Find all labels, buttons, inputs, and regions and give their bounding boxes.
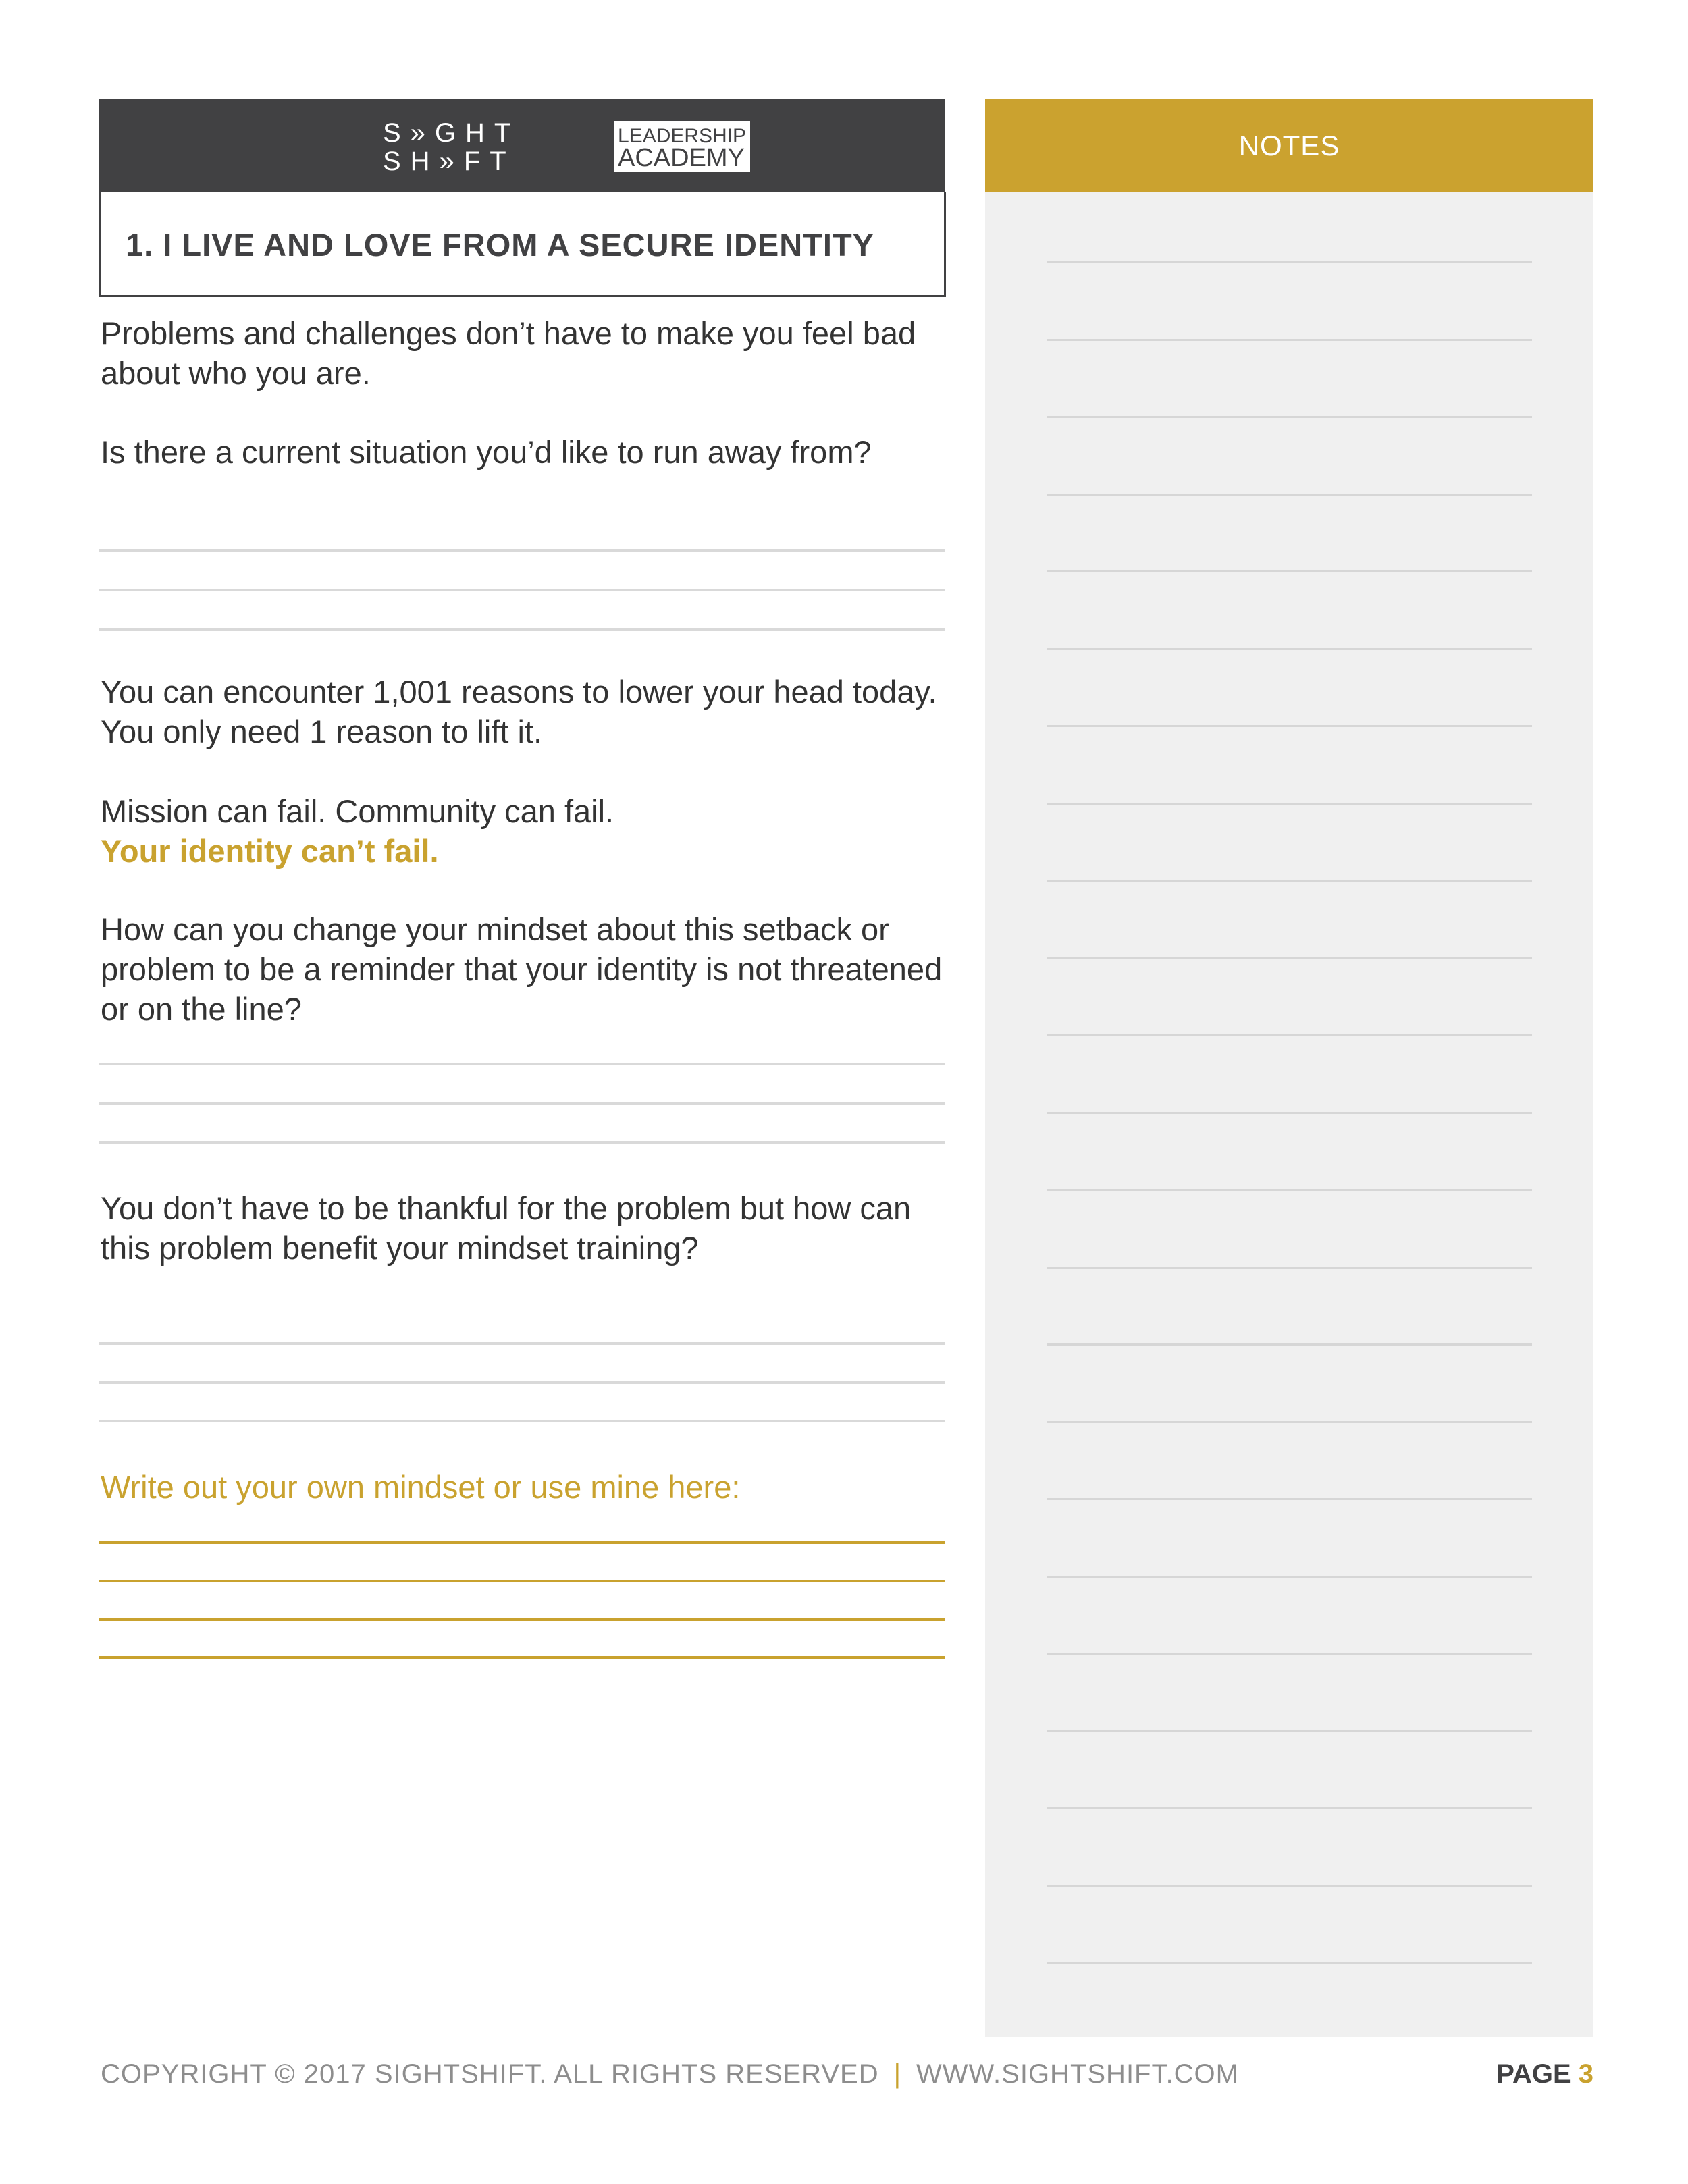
answer-line[interactable] xyxy=(99,589,945,591)
page-number: 3 xyxy=(1578,2059,1593,2089)
reasons-paragraph: You can encounter 1,001 reasons to lower your head today. You only need 1 reason to lift it. xyxy=(101,674,937,749)
identity-highlight: Your identity can’t fail. xyxy=(101,833,439,869)
mindset-line[interactable] xyxy=(99,1580,945,1582)
notes-line[interactable] xyxy=(1047,1189,1532,1191)
question-3: You don’t have to be thankful for the problem but how can this problem benefit your mindset training? xyxy=(101,1190,912,1266)
notes-line[interactable] xyxy=(1047,725,1532,727)
notes-line[interactable] xyxy=(1047,1653,1532,1655)
mindset-line[interactable] xyxy=(99,1541,945,1544)
footer-separator: | xyxy=(893,2059,901,2089)
header-bar xyxy=(99,99,945,192)
answer-line[interactable] xyxy=(99,628,945,631)
notes-line[interactable] xyxy=(1047,1885,1532,1887)
notes-line[interactable] xyxy=(1047,1267,1532,1269)
notes-line[interactable] xyxy=(1047,648,1532,650)
answer-line[interactable] xyxy=(99,549,945,552)
notes-line[interactable] xyxy=(1047,494,1532,496)
copyright-text: COPYRIGHT © 2017 SIGHTSHIFT. ALL RIGHTS RESERVED xyxy=(101,2059,879,2089)
logo-box-line-1: LEADERSHIP xyxy=(618,125,747,147)
notes-line[interactable] xyxy=(1047,1421,1532,1423)
page-label: PAGE xyxy=(1496,2059,1571,2089)
answer-line[interactable] xyxy=(99,1063,945,1065)
notes-header: NOTES xyxy=(985,99,1593,192)
logo-line-2: SH»FT xyxy=(383,147,516,176)
mindset-line[interactable] xyxy=(99,1656,945,1659)
answer-line[interactable] xyxy=(99,1102,945,1105)
notes-line[interactable] xyxy=(1047,1807,1532,1809)
notes-panel xyxy=(985,99,1593,2037)
notes-line[interactable] xyxy=(1047,339,1532,341)
mindset-prompt: Write out your own mindset or use mine here: xyxy=(101,1469,741,1505)
website-link[interactable]: WWW.SIGHTSHIFT.COM xyxy=(916,2059,1239,2089)
answer-line[interactable] xyxy=(99,1141,945,1144)
notes-line[interactable] xyxy=(1047,1730,1532,1732)
section-title: 1. I LIVE AND LOVE FROM A SECURE IDENTITY xyxy=(126,227,875,263)
notes-line[interactable] xyxy=(1047,1498,1532,1500)
logo-box-line-2: ACADEMY xyxy=(618,144,745,172)
notes-line[interactable] xyxy=(1047,880,1532,882)
footer-copyright-line xyxy=(101,2059,1239,2089)
notes-line[interactable] xyxy=(1047,1962,1532,1964)
section-title-box xyxy=(99,192,946,297)
logo-academy-box xyxy=(614,121,750,172)
answer-line[interactable] xyxy=(99,1381,945,1384)
notes-line[interactable] xyxy=(1047,803,1532,805)
notes-line[interactable] xyxy=(1047,416,1532,418)
answer-line[interactable] xyxy=(99,1342,945,1345)
answer-line[interactable] xyxy=(99,1420,945,1422)
notes-line[interactable] xyxy=(1047,1576,1532,1578)
logo-line-1: S»GHT xyxy=(383,118,521,148)
notes-line[interactable] xyxy=(1047,1034,1532,1036)
mindset-line[interactable] xyxy=(99,1618,945,1621)
notes-line[interactable] xyxy=(1047,261,1532,263)
question-2: How can you change your mindset about this setback or problem to be a reminder that your identity is not threatened or on the line? xyxy=(101,911,943,1027)
mission-text: Mission can fail. Community can fail. xyxy=(101,793,614,829)
notes-line[interactable] xyxy=(1047,1343,1532,1346)
page-indicator xyxy=(1496,2059,1593,2089)
intro-paragraph: Problems and challenges don’t have to make you feel bad about who you are. xyxy=(101,315,916,391)
notes-line[interactable] xyxy=(1047,957,1532,959)
question-1: Is there a current situation you’d like to run away from? xyxy=(101,434,872,470)
notes-line[interactable] xyxy=(1047,570,1532,572)
notes-line[interactable] xyxy=(1047,1112,1532,1114)
mission-paragraph xyxy=(101,791,945,871)
